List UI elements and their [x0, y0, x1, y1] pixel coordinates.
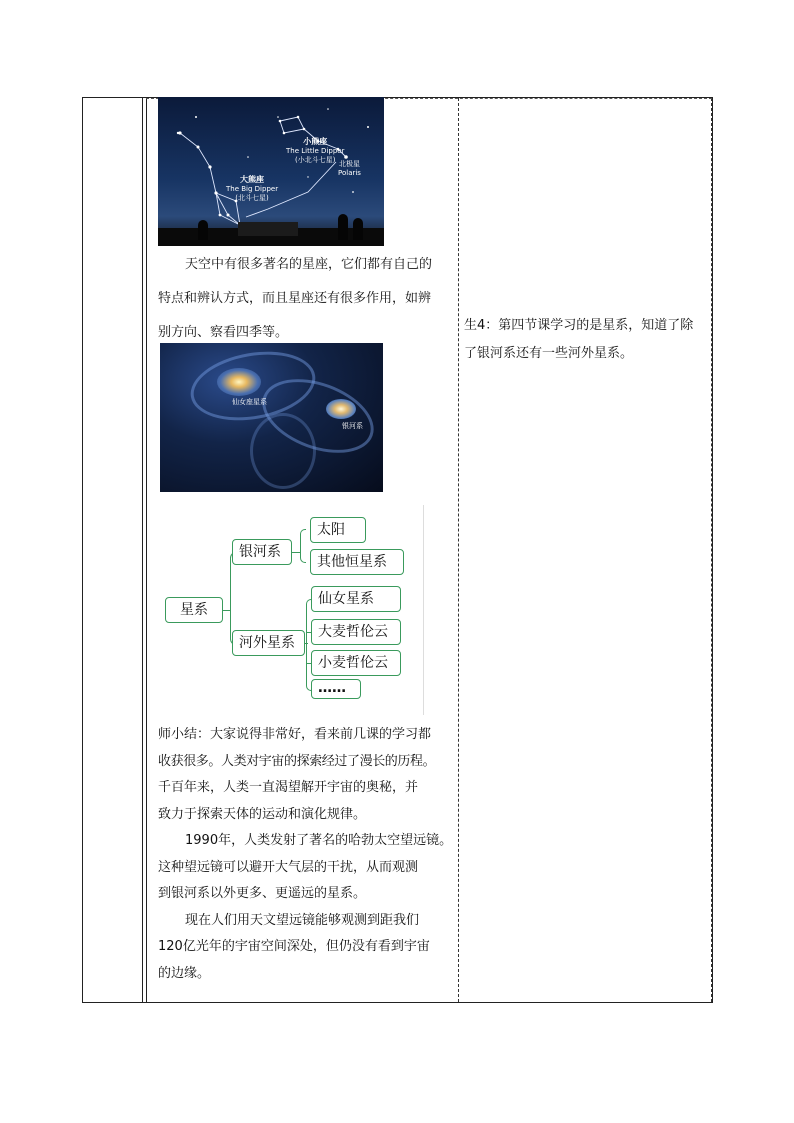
summary-line: 收获很多。人类对宇宙的探索经过了漫长的历程。: [158, 753, 436, 769]
galaxy-classification-diagram: [160, 505, 424, 715]
paragraph-line: 特点和辨认方式，而且星座还有很多作用，如辨: [158, 291, 432, 306]
summary-line: 千百年来，人类一直渴望解开宇宙的奥秘，并: [158, 780, 419, 795]
polaris-label: [338, 160, 361, 178]
lmc-node: 大麦哲伦云: [311, 619, 401, 645]
paragraph-line: 天空中有很多著名的星座，它们都有自己的: [185, 257, 433, 272]
student-note-line: 了银河系还有一些河外星系。: [464, 346, 634, 361]
paragraph-line: 别方向、察看四季等。: [158, 325, 289, 340]
spiral-arm: [250, 413, 316, 489]
connector: [292, 552, 300, 553]
tree-silhouette: [198, 220, 208, 240]
andromeda-label: 仙女座星系: [232, 398, 267, 406]
student-note-line: 生4：第四节课学习的是星系，知道了除: [464, 318, 694, 333]
tree-silhouette: [338, 214, 348, 240]
andromeda-galaxy: [217, 368, 261, 396]
teacher-summary: [158, 722, 458, 987]
milky-way-label: 银河系: [342, 422, 363, 430]
big-dipper-label: [226, 175, 278, 203]
milky-way-node: 银河系: [232, 539, 292, 565]
diagram-border: [423, 505, 424, 715]
column-divider: [146, 98, 147, 1002]
milky-way-galaxy: [326, 399, 356, 419]
big-dipper-cn: (北斗七星): [235, 194, 269, 202]
connector: [306, 599, 312, 691]
summary-line: 到银河系以外更多、更遥远的星系。: [158, 886, 367, 901]
summary-line: 的边缘。: [158, 965, 211, 981]
tree-silhouette: [353, 218, 363, 240]
summary-line: 现在人们用天文望远镜能够观测到距我们: [185, 912, 420, 928]
connector: [222, 610, 230, 611]
smc-node: 小麦哲伦云: [311, 650, 401, 676]
polaris-en: Polaris: [338, 169, 361, 177]
house-silhouette: [238, 222, 298, 236]
big-dipper-en: The Big Dipper: [226, 185, 279, 193]
galaxy-photo: [160, 343, 383, 492]
root-node: 星系: [165, 597, 223, 623]
other-stellar-systems-node: 其他恒星系: [310, 549, 404, 575]
summary-line: 120亿光年的宇宙空间深处，但仍没有看到宇宙: [158, 939, 430, 954]
connector: [300, 529, 306, 563]
more-node: ……: [311, 679, 361, 699]
little-dipper-name: 小熊座: [303, 137, 328, 146]
big-dipper-name: 大熊座: [240, 175, 265, 184]
little-dipper-en: The Little Dipper: [286, 147, 345, 155]
summary-line: 这种望远镜可以避开大气层的干扰，从而观测: [158, 859, 419, 875]
summary-line: 师小结：大家说得非常好，看来前几课的学习都: [158, 727, 432, 742]
little-dipper-label: [286, 137, 344, 165]
constellation-paragraph: [158, 253, 454, 345]
sun-node: 太阳: [310, 517, 366, 543]
andromeda-node: 仙女星系: [311, 586, 401, 612]
column-divider: [142, 98, 143, 1002]
right-border: [711, 98, 712, 1002]
constellation-photo: [158, 97, 384, 246]
polaris-name: 北极星: [338, 160, 360, 168]
summary-line: 1990年，人类发射了著名的哈勃太空望远镜。: [185, 833, 453, 848]
student-note: [464, 312, 712, 368]
column-divider: [458, 98, 459, 1002]
summary-line: 致力于探索天体的运动和演化规律。: [158, 806, 367, 822]
extragalactic-node: 河外星系: [232, 630, 305, 656]
little-dipper-cn: (小北斗七星): [295, 156, 336, 164]
